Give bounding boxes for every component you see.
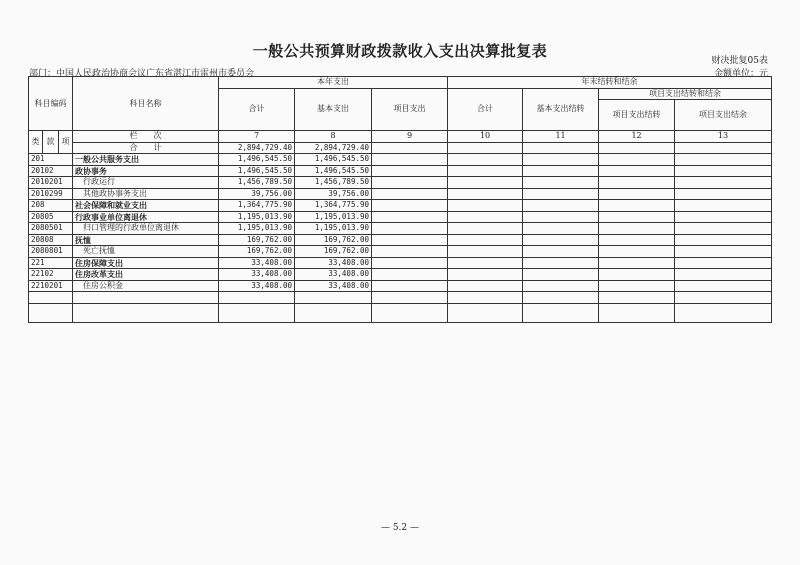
row-cell-empty	[29, 292, 73, 304]
header-ye-project-surplus: 项目支出结余	[675, 100, 772, 131]
row-total: 39,756.00	[219, 188, 295, 200]
row-cell-empty	[448, 257, 523, 269]
row-cell-empty	[372, 154, 448, 166]
row-cell-empty	[523, 211, 599, 223]
table-row	[29, 188, 772, 200]
row-cell-empty	[372, 177, 448, 189]
table-row	[29, 200, 772, 212]
table-row	[29, 211, 772, 223]
row-cell-empty	[599, 280, 675, 292]
table-row	[29, 257, 772, 269]
row-cell-empty	[675, 154, 772, 166]
row-name: 行政事业单位离退休	[73, 211, 219, 223]
row-cell-empty	[675, 269, 772, 281]
row-cell-empty	[599, 269, 675, 281]
row-cell-empty	[372, 234, 448, 246]
row-cell-empty	[523, 223, 599, 235]
row-total: 33,408.00	[219, 269, 295, 281]
row-cell-empty	[675, 223, 772, 235]
row-cell-empty	[675, 280, 772, 292]
row-cell-empty	[448, 223, 523, 235]
col-num-12: 12	[599, 131, 675, 143]
row-name: 抚恤	[73, 234, 219, 246]
row-cell-empty	[599, 257, 675, 269]
row-code: 20102	[29, 165, 73, 177]
row-cell-empty	[599, 177, 675, 189]
table-body	[29, 154, 772, 323]
row-cell-empty	[372, 211, 448, 223]
header-lanci: 栏 次	[73, 131, 219, 143]
row-basic: 33,408.00	[295, 269, 372, 281]
row-cell-empty	[599, 292, 675, 304]
row-cell-empty	[448, 211, 523, 223]
row-cell-empty	[675, 211, 772, 223]
row-cell-empty	[372, 269, 448, 281]
row-cell-empty	[523, 234, 599, 246]
row-total: 1,364,775.90	[219, 200, 295, 212]
row-total: 169,762.00	[219, 234, 295, 246]
sum-empty	[372, 142, 448, 154]
row-cell-empty	[523, 246, 599, 258]
header-heji: 合 计	[73, 142, 219, 154]
table-row	[29, 177, 772, 189]
row-name: 归口管理的行政单位离退休	[73, 223, 219, 235]
sum-empty	[448, 142, 523, 154]
row-cell-empty	[675, 292, 772, 304]
table-row	[29, 223, 772, 235]
department-label: 部门：中国人民政治协商会议广东省湛江市雷州市委员会	[29, 69, 255, 79]
row-cell-empty	[372, 292, 448, 304]
row-cell-empty	[523, 200, 599, 212]
row-total: 169,762.00	[219, 246, 295, 258]
row-basic: 1,496,545.50	[295, 154, 372, 166]
budget-table	[28, 76, 772, 323]
row-cell-empty	[448, 165, 523, 177]
row-name: 住房保障支出	[73, 257, 219, 269]
row-cell-empty	[523, 257, 599, 269]
table-row	[29, 246, 772, 258]
row-total: 1,456,789.50	[219, 177, 295, 189]
header-ye-total: 合计	[448, 88, 523, 131]
row-cell-empty	[448, 177, 523, 189]
header-basic: 基本支出	[295, 88, 372, 131]
table-row	[29, 280, 772, 292]
row-cell-empty	[599, 154, 675, 166]
header-year-end: 年末结转和结余	[448, 77, 772, 89]
row-cell-empty	[675, 188, 772, 200]
table-row	[29, 165, 772, 177]
row-code: 2010299	[29, 188, 73, 200]
row-cell-empty	[372, 303, 448, 322]
header-total: 合计	[219, 88, 295, 131]
header-lei: 类	[29, 131, 43, 154]
row-name: 住房公积金	[73, 280, 219, 292]
row-cell-empty	[523, 165, 599, 177]
row-cell-empty	[675, 177, 772, 189]
row-cell-empty	[523, 303, 599, 322]
header-subject-name: 科目名称	[73, 77, 219, 131]
row-cell-empty	[599, 211, 675, 223]
row-name: 住房改革支出	[73, 269, 219, 281]
row-cell-empty	[599, 200, 675, 212]
row-total: 33,408.00	[219, 280, 295, 292]
row-code: 208	[29, 200, 73, 212]
row-cell-empty	[219, 303, 295, 322]
col-num-7: 7	[219, 131, 295, 143]
row-code: 2210201	[29, 280, 73, 292]
row-basic: 39,756.00	[295, 188, 372, 200]
row-cell-empty	[599, 234, 675, 246]
row-cell-empty	[448, 154, 523, 166]
row-code: 2010201	[29, 177, 73, 189]
header-ye-project-carry: 项目支出结转	[599, 100, 675, 131]
row-cell-empty	[523, 269, 599, 281]
row-basic: 169,762.00	[295, 234, 372, 246]
budget-table-wrapper	[28, 76, 771, 323]
row-cell-empty	[295, 292, 372, 304]
row-code: 2080501	[29, 223, 73, 235]
row-basic: 1,456,789.50	[295, 177, 372, 189]
row-cell-empty	[675, 303, 772, 322]
row-cell-empty	[73, 303, 219, 322]
row-cell-empty	[372, 165, 448, 177]
row-basic: 169,762.00	[295, 246, 372, 258]
empty-row	[29, 292, 772, 304]
row-cell-empty	[599, 165, 675, 177]
row-cell-empty	[523, 188, 599, 200]
sum-empty	[675, 142, 772, 154]
row-cell-empty	[448, 269, 523, 281]
row-total: 33,408.00	[219, 257, 295, 269]
header-project: 项目支出	[372, 88, 448, 131]
header-current-year: 本年支出	[219, 77, 448, 89]
row-name: 行政运行	[73, 177, 219, 189]
row-total: 1,195,013.90	[219, 223, 295, 235]
row-cell-empty	[675, 200, 772, 212]
sum-total: 2,894,729.40	[219, 142, 295, 154]
col-num-9: 9	[372, 131, 448, 143]
row-cell-empty	[599, 303, 675, 322]
row-cell-empty	[372, 246, 448, 258]
row-cell-empty	[599, 223, 675, 235]
table-row	[29, 269, 772, 281]
row-basic: 1,195,013.90	[295, 211, 372, 223]
row-code: 201	[29, 154, 73, 166]
header-xiang: 项	[59, 131, 73, 154]
sum-basic: 2,894,729.40	[295, 142, 372, 154]
row-cell-empty	[29, 303, 73, 322]
header-ye-project-group: 项目支出结转和结余	[599, 88, 772, 100]
row-basic: 1,496,545.50	[295, 165, 372, 177]
table-row	[29, 154, 772, 166]
header-kuan: 款	[43, 131, 59, 154]
empty-row	[29, 303, 772, 322]
row-total: 1,496,545.50	[219, 154, 295, 166]
table-row	[29, 234, 772, 246]
row-cell-empty	[372, 280, 448, 292]
row-cell-empty	[523, 292, 599, 304]
col-num-11: 11	[523, 131, 599, 143]
page-number: — 5.2 —	[380, 523, 420, 533]
row-total: 1,195,013.90	[219, 211, 295, 223]
row-cell-empty	[523, 280, 599, 292]
col-num-8: 8	[295, 131, 372, 143]
row-cell-empty	[295, 303, 372, 322]
form-number: 财决批复05表	[711, 56, 768, 66]
header-ye-basic: 基本支出结转	[523, 88, 599, 131]
row-code: 20805	[29, 211, 73, 223]
row-cell-empty	[448, 292, 523, 304]
row-cell-empty	[372, 188, 448, 200]
row-cell-empty	[675, 165, 772, 177]
row-cell-empty	[675, 234, 772, 246]
report-title: 一般公共预算财政拨款收入支出决算批复表	[252, 42, 548, 60]
row-basic: 33,408.00	[295, 280, 372, 292]
row-code: 221	[29, 257, 73, 269]
row-total: 1,496,545.50	[219, 165, 295, 177]
row-cell-empty	[675, 257, 772, 269]
row-cell-empty	[523, 177, 599, 189]
col-num-10: 10	[448, 131, 523, 143]
row-cell-empty	[448, 200, 523, 212]
row-cell-empty	[372, 223, 448, 235]
row-cell-empty	[675, 246, 772, 258]
col-num-13: 13	[675, 131, 772, 143]
row-name: 一般公共服务支出	[73, 154, 219, 166]
row-name: 其他政协事务支出	[73, 188, 219, 200]
row-code: 2080801	[29, 246, 73, 258]
row-name: 社会保障和就业支出	[73, 200, 219, 212]
row-name: 政协事务	[73, 165, 219, 177]
row-basic: 33,408.00	[295, 257, 372, 269]
row-cell-empty	[448, 246, 523, 258]
sum-empty	[523, 142, 599, 154]
header-subject-code: 科目编码	[29, 77, 73, 131]
row-basic: 1,364,775.90	[295, 200, 372, 212]
row-code: 20808	[29, 234, 73, 246]
row-cell-empty	[599, 188, 675, 200]
row-cell-empty	[448, 303, 523, 322]
row-name: 死亡抚恤	[73, 246, 219, 258]
row-cell-empty	[372, 257, 448, 269]
row-cell-empty	[73, 292, 219, 304]
sum-empty	[599, 142, 675, 154]
amount-unit: 金额单位：元	[713, 69, 768, 79]
row-basic: 1,195,013.90	[295, 223, 372, 235]
row-cell-empty	[219, 292, 295, 304]
row-code: 22102	[29, 269, 73, 281]
row-cell-empty	[372, 200, 448, 212]
row-cell-empty	[599, 246, 675, 258]
row-cell-empty	[448, 280, 523, 292]
row-cell-empty	[523, 154, 599, 166]
row-cell-empty	[448, 234, 523, 246]
row-cell-empty	[448, 188, 523, 200]
